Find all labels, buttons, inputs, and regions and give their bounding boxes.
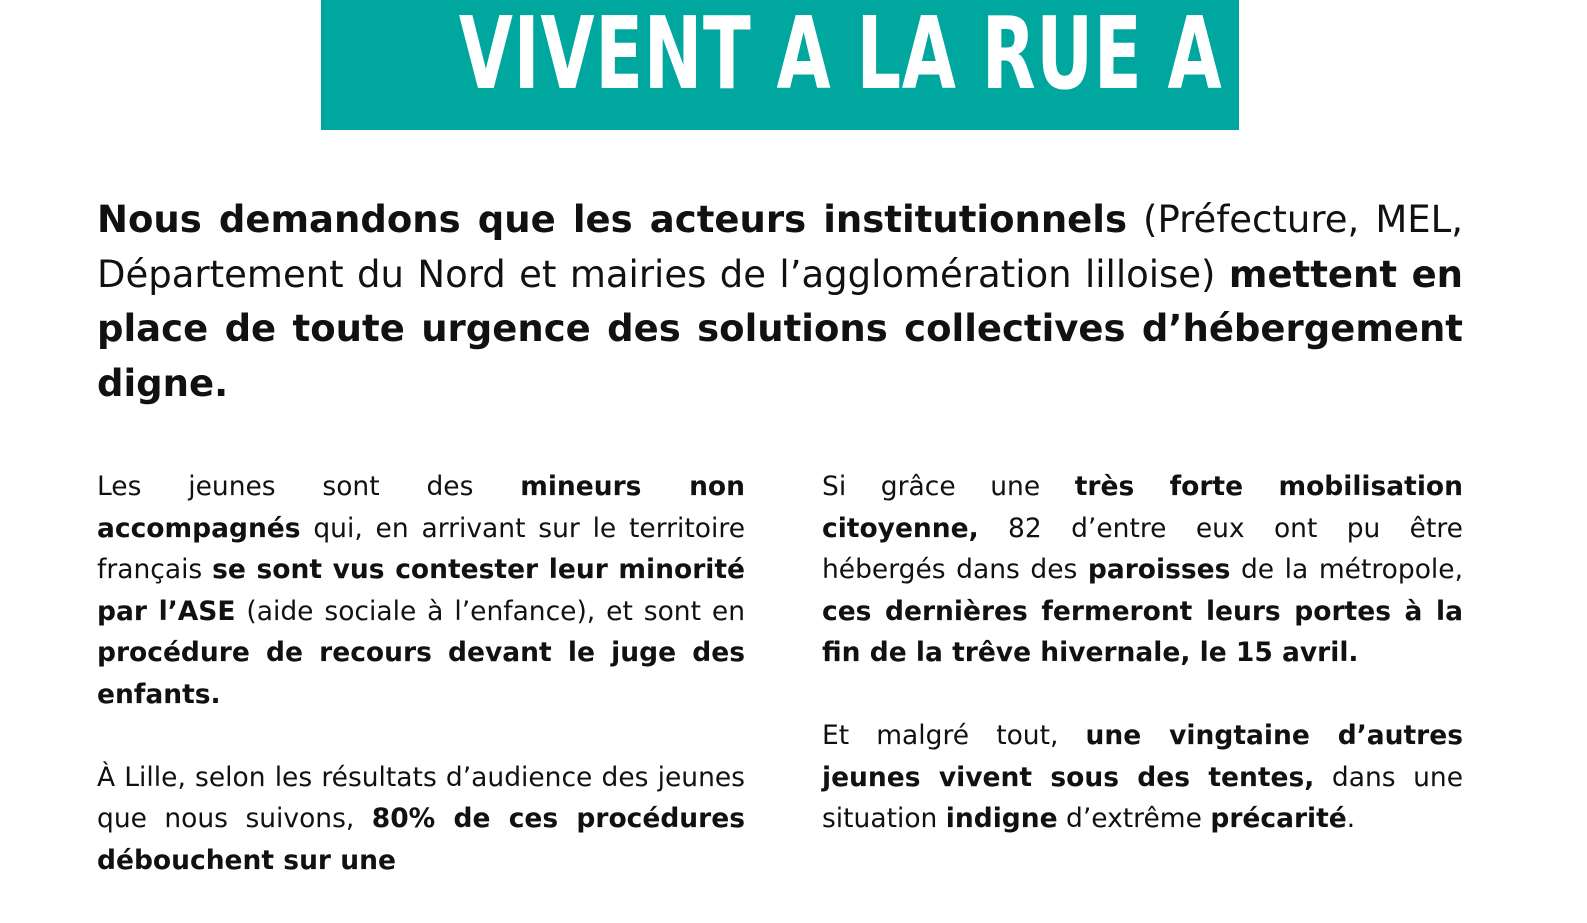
bold-span: indigne [945,803,1058,834]
intro-text-2: (Préfecture, MEL, Département du Nord et mairies de l’agglomération lilloise) [97,198,1463,296]
bold-span: paroisses [1087,554,1231,585]
right-paragraph-2 [822,715,1463,840]
intro-bold-3: mettent en place de toute urgence des solutions collectives d’hébergement digne. [97,252,1464,405]
title-banner [321,0,1459,130]
left-column [97,466,745,923]
bold-span: 80% de ces procédures débouchent sur une [97,803,745,876]
right-paragraph-1 [822,466,1463,674]
banner-title: VIVENT A LA RUE A LILLE [458,0,1459,112]
intro-paragraph [97,193,1463,411]
text-span: qui, en arrivant sur le territoire français [97,512,745,585]
text-span: d’extrême [1057,803,1211,834]
bold-span: précarité [1210,803,1347,834]
intro-bold-1: Nous demandons que les acteurs institutionnels [97,198,1127,241]
text-span: dans une situation [822,761,1463,834]
left-paragraph-1 [97,466,745,715]
bold-span: ces dernières fermeront leurs portes à la fin de la trêve hivernale, le 15 avril. [822,595,1463,668]
text-span: 82 d’entre eux ont pu être hébergés dans des [822,512,1463,585]
text-span: Les jeunes sont des [97,471,521,502]
right-column [822,466,1463,881]
bold-span: procédure de recours devant le juge des enfants. [97,637,745,710]
text-span: À Lille, selon les résultats d’audience des jeunes que nous suivons, [97,761,745,834]
text-span: Si grâce une [822,471,1075,502]
left-paragraph-2 [97,757,745,882]
text-span: de la métropole, [1230,554,1463,585]
bold-span: mineurs non accompagnés [97,471,746,544]
text-span: . [1346,803,1356,834]
bold-span: très forte mobilisation citoyenne, [822,471,1463,544]
bold-span: une vingtaine d’autres jeunes vivent sous des tentes, [822,720,1463,793]
text-span: Et malgré tout, [822,720,1086,751]
bold-span: se sont vus contester leur minorité par l’ASE [97,554,745,627]
text-span: (aide sociale à l’enfance), et sont en [235,595,745,627]
